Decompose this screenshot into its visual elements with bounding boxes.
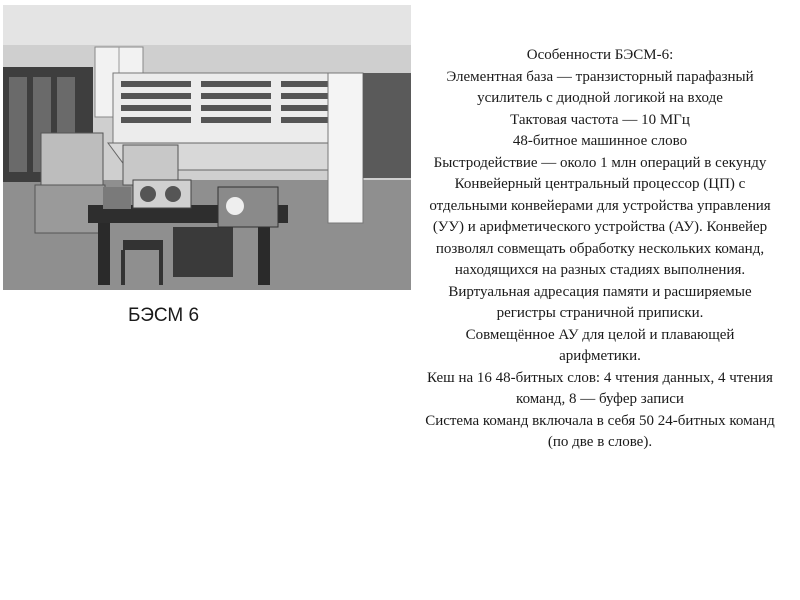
besm6-photo-illustration [3, 5, 411, 290]
feature-paragraph: Виртуальная адресация памяти и расширяемые регистры страничной приписки. [448, 283, 752, 321]
feature-paragraph: Элементная база — транзисторный парафазный усилитель с диодной логикой на входе [446, 68, 754, 106]
feature-paragraph: Тактовая частота — 10 МГц [510, 111, 690, 128]
besm6-photo [3, 5, 411, 290]
feature-paragraph: Быстродействие — около 1 млн операций в секунду Конвейерный центральный процессор (ЦП) с отдельными конвейерами для устройства управления (УУ) и арифметического устройства (АУ). Конвейер позволял совмещать обработку нескольких команд, находящихся на разных стадиях выполнения. [429, 154, 771, 278]
feature-paragraph: 48-битное машинное слово [512, 133, 688, 149]
photo-caption: БЭСМ 6 [128, 305, 200, 326]
feature-paragraph: Система команд включала в себя 50 24-битных команд (по две в слове). [425, 412, 775, 450]
features-text [424, 45, 776, 454]
features-title: Особенности БЭСМ-6: [526, 47, 674, 63]
feature-paragraph: Совмещённое АУ для целой и плавающей арифметики. [465, 326, 735, 364]
feature-paragraph: Кеш на 16 48-битных слов: 4 чтения данных, 4 чтения команд, 8 — буфер записи [427, 369, 773, 407]
